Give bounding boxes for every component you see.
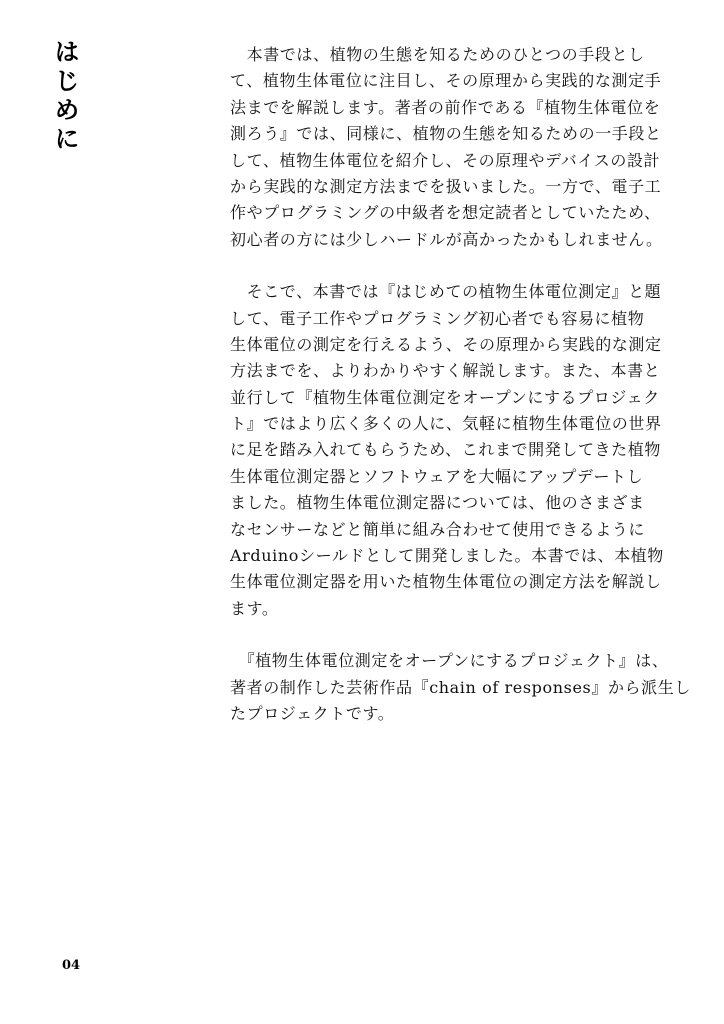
text-line: Arduinoシールドとして開発しました。本書では、本植物: [230, 546, 664, 566]
text-line: たプロジェクトです。: [230, 703, 395, 723]
text-line: ト』ではより広く多くの人に、気軽に植物生体電位の世界: [230, 414, 662, 434]
text-line: 生体電位測定器とソフトウェアを大幅にアップデートし: [230, 466, 644, 486]
text-line: から実践的な測定方法までを扱いました。一方で、電子工: [230, 176, 662, 196]
text-line: 生体電位測定器を用いた植物生体電位の測定方法を解説し: [230, 572, 662, 592]
page-number: 04: [62, 958, 81, 973]
text-line: ました。植物生体電位測定器については、他のさまざま: [230, 493, 645, 513]
text-line: そこで、本書では『はじめての植物生体電位測定』と題: [230, 282, 662, 302]
text-line: 法までを解説します。著者の前作である『植物生体電位を: [230, 97, 661, 117]
text-line: 作やプログラミングの中級者を想定読者としていたため、: [230, 203, 661, 223]
text-line: 著者の制作した芸術作品『chain of responses』から派生し: [230, 677, 691, 697]
chapter-title: は じ め に: [55, 38, 79, 153]
paragraph-3: [230, 648, 691, 727]
text-line: ます。: [230, 598, 279, 618]
text-line: して、電子工作やプログラミング初心者でも容易に植物: [230, 308, 645, 328]
text-line: 並行して『植物生体電位測定をオープンにするプロジェク: [230, 387, 660, 407]
paragraph-2: [230, 279, 664, 622]
text-line: 本書では、植物の生態を知るためのひとつの手段とし: [230, 45, 645, 64]
text-line: て、植物生体電位に注目し、その原理から実践的な測定手: [230, 71, 662, 91]
text-line: 測ろう』では、同様に、植物の生態を知るための一手段と: [230, 124, 662, 144]
body-text: [230, 42, 691, 753]
text-line: して、植物生体電位を紹介し、その原理やデバイスの設計: [230, 150, 661, 170]
text-line: 『植物生体電位測定をオープンにするプロジェクト』は、: [230, 651, 669, 671]
text-line: 生体電位の測定を行えるよう、その原理から実践的な測定: [230, 334, 662, 354]
text-line: に足を踏み入れてもらうため、これまで開発してきた植物: [230, 440, 661, 460]
text-line: なセンサーなどと簡単に組み合わせて使用できるように: [230, 519, 646, 539]
text-line: 方法までを、よりわかりやすく解説します。また、本書と: [230, 361, 661, 381]
paragraph-1: [230, 42, 663, 253]
text-line: 初心者の方には少しハードルが高かったかもしれません。: [230, 229, 663, 249]
